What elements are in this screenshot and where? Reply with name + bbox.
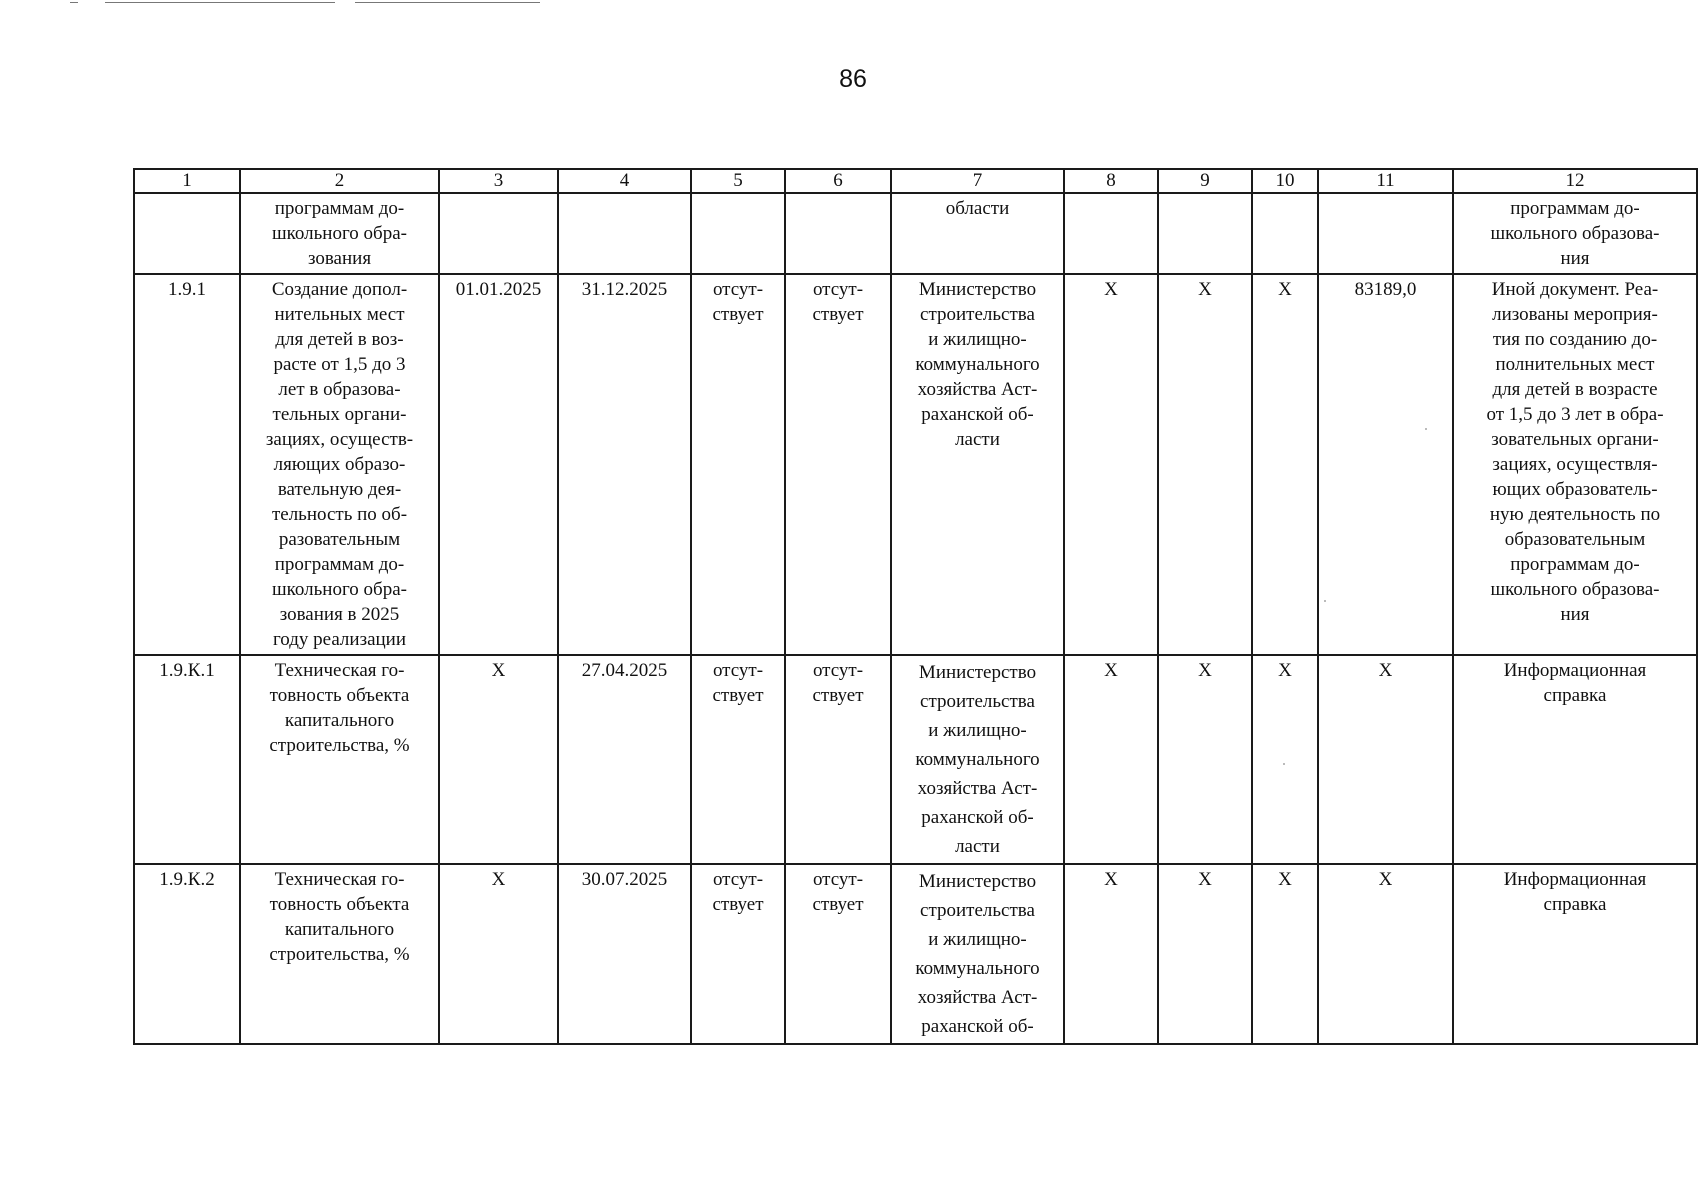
scan-speck <box>1324 600 1326 602</box>
column-number-2: 2 <box>240 169 439 193</box>
table-cell-col-2: Создание допол- нительных мест для детей в воз- расте от 1,5 до 3 лет в образова- тельных органи- зациях, осуществ- ляющих образо- вательную дея- тельность по об- разовательным программам до- школьного обра- зования в 2025 году реализации <box>240 274 439 655</box>
table-cell-col-11: Х <box>1318 655 1453 864</box>
table-cell-col-12: программам до- школьного образова- ния <box>1453 193 1697 274</box>
table-cell-col-7: Министерство строительства и жилищно- коммунального хозяйства Аст- раханской об- <box>891 864 1064 1044</box>
table-row-continuation <box>134 193 1697 274</box>
table-cell-col-10 <box>1252 193 1318 274</box>
table-cell-col-5 <box>691 193 785 274</box>
table-cell-col-9: Х <box>1158 864 1252 1044</box>
table-cell-col-12: Иной документ. Реа- лизованы мероприя- тия по созданию до- полнительных мест для детей в возрасте от 1,5 до 3 лет в обра- зовательных органи- зациях, осуществля- ющих образователь- ную деятельность по образовательным программам до- школьного образова- ния <box>1453 274 1697 655</box>
table-cell-col-3 <box>439 193 558 274</box>
table-cell-col-12: Информационная справка <box>1453 864 1697 1044</box>
table-cell-col-5: отсут- ствует <box>691 864 785 1044</box>
column-number-3: 3 <box>439 169 558 193</box>
table-cell-col-12: Информационная справка <box>1453 655 1697 864</box>
column-number-10: 10 <box>1252 169 1318 193</box>
table-cell-col-1: 1.9.К.2 <box>134 864 240 1044</box>
table-row <box>134 864 1697 1044</box>
table-cell-col-2: Техническая го- товность объекта капитального строительства, % <box>240 864 439 1044</box>
column-number-8: 8 <box>1064 169 1158 193</box>
data-table <box>133 168 1698 1045</box>
scan-speck <box>1425 428 1427 430</box>
table-cell-col-8: Х <box>1064 864 1158 1044</box>
table-body <box>134 169 1697 1044</box>
table-cell-col-10: Х <box>1252 864 1318 1044</box>
scan-artifact-line <box>355 2 540 3</box>
table-cell-col-8 <box>1064 193 1158 274</box>
table-cell-col-6: отсут- ствует <box>785 274 891 655</box>
scan-speck <box>1283 763 1285 765</box>
table-cell-col-9 <box>1158 193 1252 274</box>
table-cell-col-6: отсут- ствует <box>785 655 891 864</box>
table-cell-col-4: 31.12.2025 <box>558 274 691 655</box>
table-cell-col-6 <box>785 193 891 274</box>
column-number-6: 6 <box>785 169 891 193</box>
table-cell-col-8: Х <box>1064 274 1158 655</box>
table-cell-col-9: Х <box>1158 274 1252 655</box>
table-cell-col-10: Х <box>1252 655 1318 864</box>
table-cell-col-11: 83189,0 <box>1318 274 1453 655</box>
table-row <box>134 655 1697 864</box>
column-number-7: 7 <box>891 169 1064 193</box>
table-cell-col-4 <box>558 193 691 274</box>
table-cell-col-3: 01.01.2025 <box>439 274 558 655</box>
column-number-row <box>134 169 1697 193</box>
page-number: 86 <box>839 65 867 93</box>
table-cell-col-11: Х <box>1318 864 1453 1044</box>
table-cell-col-2: Техническая го- товность объекта капитального строительства, % <box>240 655 439 864</box>
table-row <box>134 274 1697 655</box>
scan-artifact-line <box>70 2 78 3</box>
column-number-12: 12 <box>1453 169 1697 193</box>
table-cell-col-9: Х <box>1158 655 1252 864</box>
column-number-11: 11 <box>1318 169 1453 193</box>
table-cell-col-1 <box>134 193 240 274</box>
column-number-1: 1 <box>134 169 240 193</box>
table-cell-col-4: 30.07.2025 <box>558 864 691 1044</box>
table-cell-col-7: Министерство строительства и жилищно- коммунального хозяйства Аст- раханской об- ласти <box>891 655 1064 864</box>
table-cell-col-4: 27.04.2025 <box>558 655 691 864</box>
table-cell-col-3: Х <box>439 655 558 864</box>
column-number-4: 4 <box>558 169 691 193</box>
column-number-9: 9 <box>1158 169 1252 193</box>
table-cell-col-2: программам до- школьного обра- зования <box>240 193 439 274</box>
table-cell-col-11 <box>1318 193 1453 274</box>
table-cell-col-6: отсут- ствует <box>785 864 891 1044</box>
table-cell-col-1: 1.9.1 <box>134 274 240 655</box>
table-cell-col-1: 1.9.К.1 <box>134 655 240 864</box>
table-cell-col-3: Х <box>439 864 558 1044</box>
column-number-5: 5 <box>691 169 785 193</box>
table-cell-col-7: области <box>891 193 1064 274</box>
table-cell-col-10: Х <box>1252 274 1318 655</box>
table-cell-col-5: отсут- ствует <box>691 655 785 864</box>
table-cell-col-5: отсут- ствует <box>691 274 785 655</box>
table-cell-col-8: Х <box>1064 655 1158 864</box>
table-cell-col-7: Министерство строительства и жилищно- коммунального хозяйства Аст- раханской об- ласти <box>891 274 1064 655</box>
scan-artifact-line <box>105 2 335 3</box>
